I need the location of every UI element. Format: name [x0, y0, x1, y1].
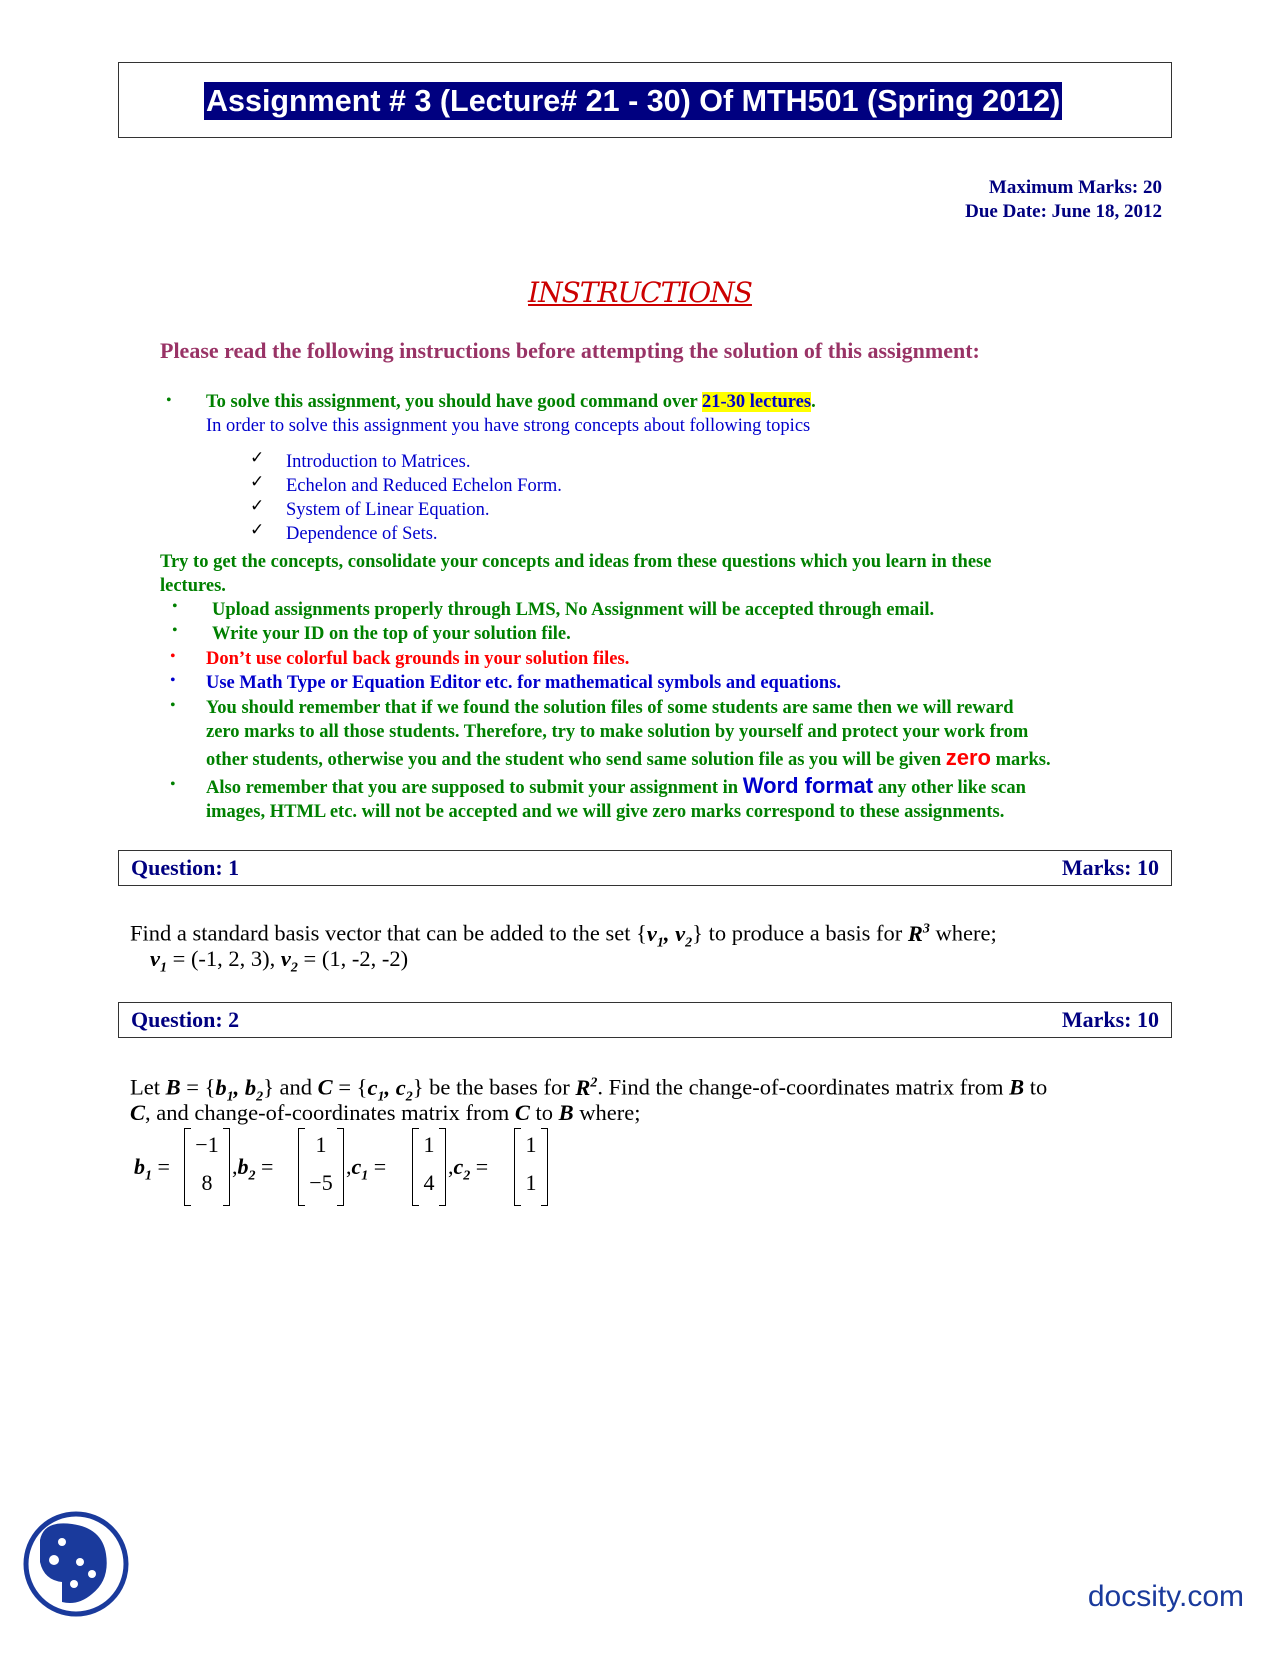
instruction-upload: Upload assignments properly through LMS, No Assignment will be accepted through email. — [212, 600, 935, 620]
instruction-remember: zero marks to all those students. Therefore, try to make solution by yourself and protect your work from — [206, 722, 1029, 742]
question-2-text: C, and change-of-coordinates matrix from C to B where; — [130, 1100, 641, 1125]
instruction-word-format: Also remember that you are supposed to submit your assignment in Word format any other like scan — [206, 773, 1026, 798]
instruction-word-format: images, HTML etc. will not be accepted and we will give zero marks correspond to these assignments. — [206, 802, 1005, 822]
instruction-colorful: Don’t use colorful back grounds in your solution files. — [206, 649, 630, 669]
bullet-icon: • — [170, 776, 176, 793]
c1-matrix: 1 4 — [412, 1128, 446, 1206]
b2-matrix: 1 −5 — [298, 1128, 344, 1206]
question-2-marks: Marks: 10 — [1061, 1007, 1159, 1032]
lecture-highlight: 21-30 lectures — [702, 392, 812, 412]
checkmark-icon: ✓ — [250, 448, 265, 468]
topic-item: Echelon and Reduced Echelon Form. — [286, 476, 562, 496]
bullet-icon: • — [166, 392, 172, 409]
instructions-intro: Please read the following instructions before attempting the solution of this assignment: — [160, 338, 980, 363]
bullet-icon: • — [170, 697, 176, 714]
try-concepts-line: lectures. — [160, 576, 226, 596]
word-format-emphasis: Word format — [742, 773, 874, 798]
instruction-remember: other students, otherwise you and the student who send same solution file as you will be given zero marks. — [206, 745, 1051, 770]
checkmark-icon: ✓ — [250, 496, 265, 516]
topic-item: Introduction to Matrices. — [286, 452, 471, 472]
question-2-header — [118, 1002, 1172, 1038]
bullet-icon: • — [170, 672, 176, 689]
instruction-mathtype: Use Math Type or Equation Editor etc. for mathematical symbols and equations. — [206, 673, 842, 693]
question-2-label: Question: 2 — [131, 1007, 240, 1032]
c2-label: $,c_2$ = — [448, 1154, 489, 1184]
instruction-remember: You should remember that if we found the solution files of some students are same then we will reward — [206, 698, 1014, 718]
try-concepts-line: Try to get the concepts, consolidate your concepts and ideas from these questions which you learn in these — [160, 552, 992, 572]
question-1-header — [118, 850, 1172, 886]
zero-emphasis: zero — [945, 745, 991, 770]
c2-matrix: 1 1 — [514, 1128, 548, 1206]
question-1-vectors: $v_1 = (-1$, 2, 3), $v_2 = (1$, -2, -2) — [150, 946, 409, 976]
c1-label: $,c_1$ = — [346, 1154, 387, 1184]
instruction-topics-intro: In order to solve this assignment you have strong concepts about following topics — [206, 416, 811, 436]
question-1-text: Find a standard basis vector that can be added to the set {$v_1$, $v_2$} to produce a basis for $R^3$ where; — [130, 920, 997, 950]
bullet-icon: • — [172, 622, 178, 639]
bullet-icon: • — [172, 598, 178, 615]
question-1-label: Question: 1 — [131, 855, 240, 880]
max-marks: Maximum Marks: 20 — [988, 177, 1162, 198]
instruction-command: To solve this assignment, you should have good command over 21-30 lectures. — [206, 392, 816, 412]
b1-label: $b_1$ = — [134, 1154, 170, 1184]
checkmark-icon: ✓ — [250, 472, 265, 492]
docsity-watermark: docsity.com — [1087, 1580, 1244, 1613]
docsity-logo-icon — [22, 1510, 130, 1618]
question-1-marks: Marks: 10 — [1061, 855, 1159, 880]
checkmark-icon: ✓ — [250, 520, 265, 540]
instructions-heading: INSTRUCTIONS — [528, 276, 752, 309]
topic-item: Dependence of Sets. — [286, 524, 438, 544]
assignment-title: Assignment # 3 (Lecture# 21 - 30) Of MTH501 (Spring 2012) — [206, 84, 1061, 118]
due-date: Due Date: June 18, 2012 — [965, 201, 1162, 222]
question-2-text: Let $B = \{b_1$, $b_2$} and $C = \{c_1$, $c_2$} be the bases for $R^2$. Find the change-of-coordinates matrix from B to — [130, 1074, 1048, 1104]
b2-label: $,b_2$ = — [232, 1154, 274, 1184]
bullet-icon: • — [170, 648, 176, 665]
instruction-id: Write your ID on the top of your solution file. — [212, 624, 571, 644]
b1-matrix: −1 8 — [184, 1128, 230, 1206]
topic-item: System of Linear Equation. — [286, 500, 490, 520]
marks-info — [965, 176, 1162, 224]
